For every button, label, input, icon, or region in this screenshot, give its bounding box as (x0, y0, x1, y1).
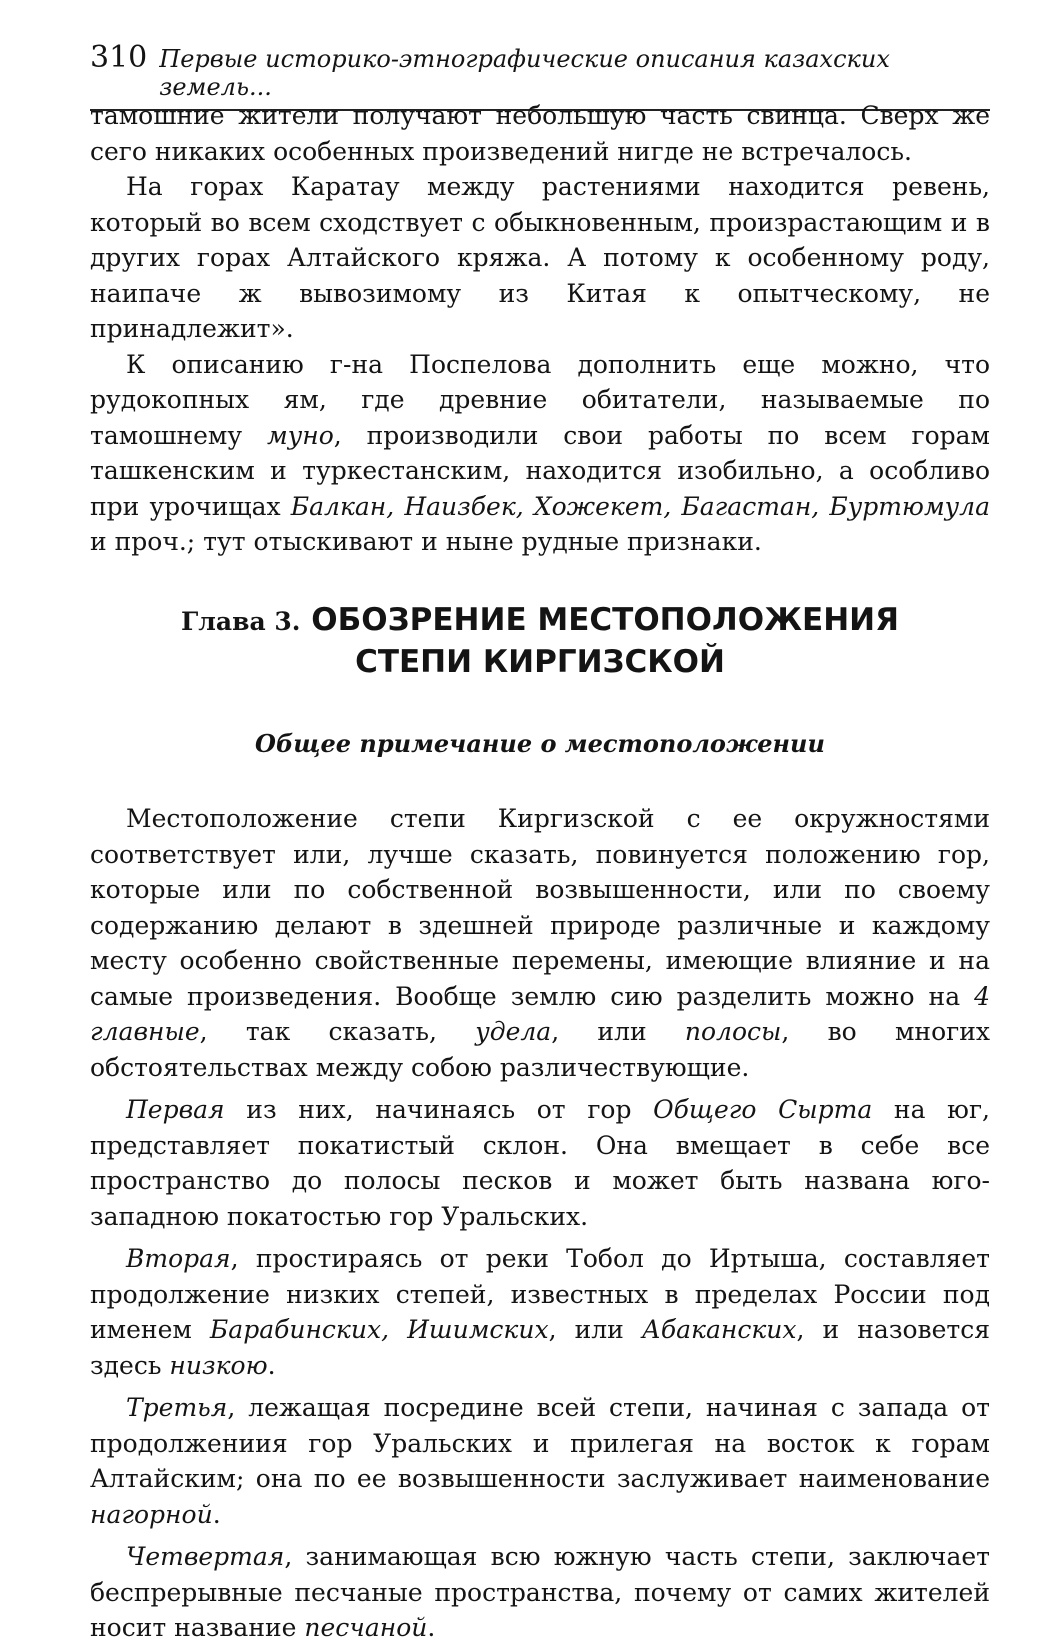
italic-term: Первая (126, 1095, 225, 1124)
chapter-label: Глава 3. (181, 606, 301, 636)
paragraph-first-zone (90, 1092, 990, 1234)
italic-term: песчаной (304, 1613, 428, 1642)
text: из них, начинаясь от гор (224, 1095, 654, 1124)
paragraph-second-zone (90, 1241, 990, 1383)
italic-place-names: Балкан, Наизбек, Хожекет, Багастан, Буртюмула (290, 491, 990, 521)
text: . (267, 1350, 276, 1380)
text: тамошние жители получают небольшую часть свинца. Сверх же сего никаких особенных произведений нигде не встречалось. (90, 101, 990, 166)
text: На горах Каратау между растениями находится ревень, который во всем сходствует с обыкновенным, произрастающим и в других горах Алтайского кряжа. А потому к особенному роду, наипаче ж вывозимому из Китая к опытческому, не принадлежит». (90, 172, 990, 343)
text: , или (551, 1017, 685, 1046)
text: К описанию г-на Поспелова дополнить еще можно, что рудокопных ям, где древние обитатели, называемые по тамошнему (90, 349, 990, 450)
italic-term: Абаканских (641, 1315, 797, 1344)
paragraph-rhubarb (90, 169, 990, 347)
text: , лежащая посредине всей степи, начиная с запада от продолжениия гор Уральских и прилегая на восток к горам Алтайским; она по ее возвышенности заслуживает наименование (90, 1393, 990, 1493)
italic-term: удела (475, 1017, 552, 1046)
section-subtitle: Общее примечание о местоположении (255, 728, 825, 758)
italic-term: муно (267, 420, 334, 450)
running-title: Первые историко-этнографические описания казахских земель... (159, 45, 890, 101)
text: на юг, представляет покатистый склон. Она вмещает в себе все пространство до полосы песков и может быть названа юго-западною покатостью гор Уральских. (90, 1095, 990, 1231)
italic-term: 4 главные (90, 981, 990, 1046)
text: . (427, 1613, 436, 1642)
page-content (90, 98, 990, 1646)
text: , производили свои работы по всем горам ташкенским и туркестанским, находится изобильно, а особливо при урочищах (90, 420, 990, 521)
paragraph-mines (90, 347, 990, 560)
italic-term: Барабинских, Ишимских (209, 1315, 549, 1344)
italic-term: нагорной (90, 1499, 213, 1529)
text: Местоположение степи Киргизской с ее окружностями соответствует или, лучше сказать, повинуется положению гор, которые или по собственной возвышенности, или по своему содержанию делают в здешней природе различные и каждому месту особенно свойственные перемены, имеющие влияние и на самые произведения. Вообще землю сию разделить можно на (90, 804, 990, 1011)
text: , и назовется здесь (90, 1315, 990, 1380)
text: и проч.; тут отыскивают и ныне рудные признаки. (90, 527, 762, 556)
paragraph-continued (90, 98, 990, 169)
text: , или (548, 1315, 642, 1344)
text: , во многих обстоятельствах между собою различествующие. (90, 1017, 991, 1082)
italic-term: полосы (684, 1017, 782, 1046)
italic-term: Третья (126, 1393, 228, 1422)
chapter-title-line-1: ОБОЗРЕНИЕ МЕСТОПОЛОЖЕНИЯ (311, 601, 899, 638)
paragraph-fourth-zone (90, 1539, 990, 1646)
italic-term: Вторая (126, 1244, 231, 1273)
chapter-title-line-2: СТЕПИ КИРГИЗСКОЙ (355, 643, 725, 680)
italic-term: Четвертая (126, 1542, 285, 1571)
text: , простираясь от реки Тобол до Иртыша, составляет продолжение низких степей, известных в пределах России под именем (90, 1244, 990, 1344)
text: . (212, 1499, 221, 1529)
chapter-heading (90, 600, 990, 682)
page-number: 310 (90, 40, 148, 75)
italic-term: Общего Сырта (653, 1095, 873, 1124)
paragraph-overview (90, 801, 990, 1085)
text: , так сказать, (199, 1017, 476, 1046)
paragraph-third-zone (90, 1390, 990, 1532)
italic-term: низкою (169, 1350, 268, 1380)
text: , занимающая всю южную часть степи, заключает беспрерывные песчаные пространства, почему от самих жителей носит название (90, 1542, 990, 1642)
